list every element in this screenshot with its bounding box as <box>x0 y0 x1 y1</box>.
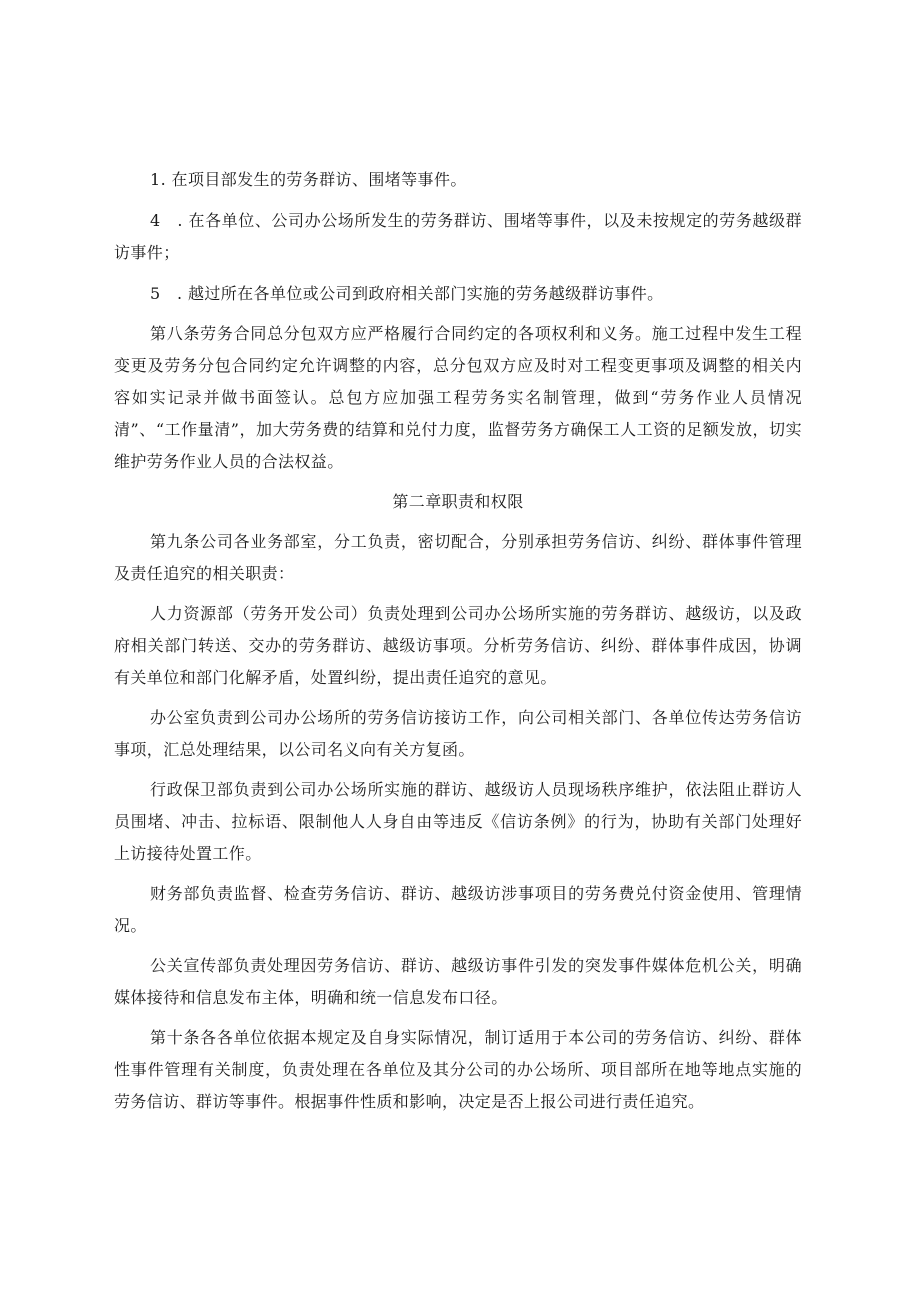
article-10: 第十条各各单位依据本规定及自身实际情况，制订适用于本公司的劳务信访、纠纷、群体性事件管理有关制度，负责处理在各单位及其分公司的办公场所、项目部所在地等地点实施的劳务信访、群访等事件。根据事件性质和影响，决定是否上报公司进行责任追究。 <box>114 1028 802 1111</box>
document-body <box>114 164 802 1118</box>
list-item-5: 5 . 越过所在各单位或公司到政府相关部门实施的劳务越级群访事件。 <box>150 284 664 303</box>
finance-department-duties: 财务部负责监督、检查劳务信访、群访、越级访涉事项目的劳务费兑付资金使用、管理情况。 <box>114 884 802 935</box>
article-9: 第九条公司各业务部室，分工负责，密切配合，分别承担劳务信访、纠纷、群体事件管理及责任追究的相关职责： <box>114 532 802 583</box>
list-item-1: 1. 在项目部发生的劳务群访、围堵等事件。 <box>150 170 467 189</box>
security-department-duties: 行政保卫部负责到公司办公场所实施的群访、越级访人员现场秩序维护，依法阻止群访人员围堵、冲击、拉标语、限制他人人身自由等违反《信访条例》的行为，协助有关部门处理好上访接待处置工作。 <box>114 780 802 863</box>
article-8: 第八条劳务合同总分包双方应严格履行合同约定的各项权利和义务。施工过程中发生工程变更及劳务分包合同约定允许调整的内容，总分包双方应及时对工程变更事项及调整的相关内容如实记录并做书面签认。总包方应加强工程劳务实名制管理，做到“劳务作业人员情况清”、“工作量清”，加大劳务费的结算和兑付力度，监督劳务方确保工人工资的足额发放，切实维护劳务作业人员的合法权益。 <box>114 324 802 471</box>
chapter-heading: 第二章职责和权限 <box>392 492 524 511</box>
list-item-4: 4 . 在各单位、公司办公场所发生的劳务群访、围堵等事件，以及未按规定的劳务越级群访事件； <box>114 211 802 262</box>
hr-department-duties: 人力资源部（劳务开发公司）负责处理到公司办公场所实施的劳务群访、越级访，以及政府相关部门转送、交办的劳务群访、越级访事项。分析劳务信访、纠纷、群体事件成因，协调有关单位和部门化解矛盾，处置纠纷，提出责任追究的意见。 <box>114 604 802 687</box>
office-duties: 办公室负责到公司办公场所的劳务信访接访工作，向公司相关部门、各单位传达劳务信访事项，汇总处理结果，以公司名义向有关方复函。 <box>114 708 802 759</box>
pr-department-duties: 公关宣传部负责处理因劳务信访、群访、越级访事件引发的突发事件媒体危机公关，明确媒体接待和信息发布主体，明确和统一信息发布口径。 <box>114 956 802 1007</box>
